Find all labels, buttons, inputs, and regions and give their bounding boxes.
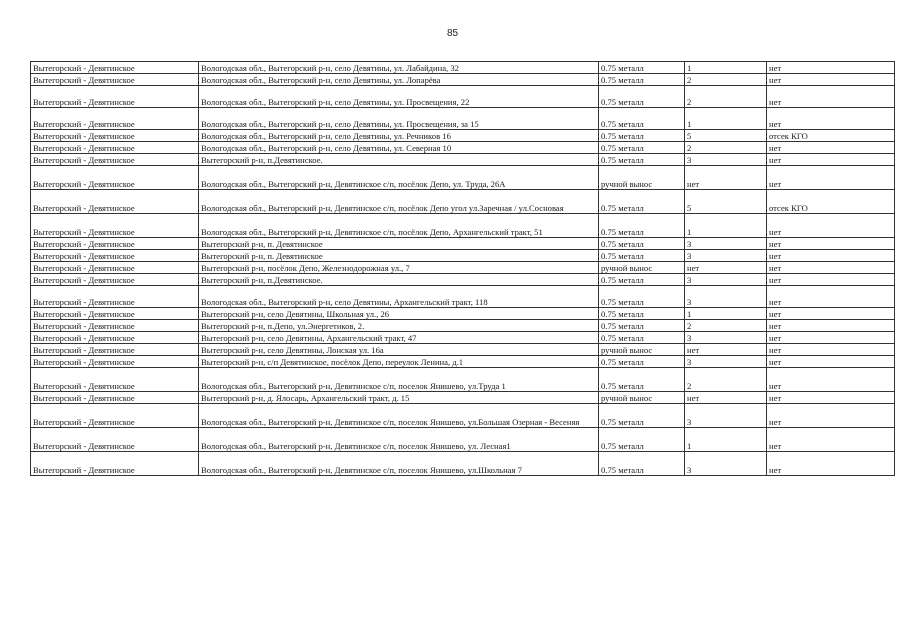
container-count-cell: 3 bbox=[685, 238, 767, 250]
bulky-waste-cell: нет bbox=[767, 368, 895, 392]
table-row bbox=[31, 130, 895, 142]
container-type-cell: ручной вынос bbox=[599, 344, 685, 356]
table-row bbox=[31, 274, 895, 286]
bulky-waste-cell: нет bbox=[767, 452, 895, 476]
address-cell: Вологодская обл., Вытегорский р-н, село Девятины, ул. Лопарёва bbox=[199, 74, 599, 86]
address-cell: Вологодская обл., Вытегорский р-н, село Девятины, ул. Речников 16 bbox=[199, 130, 599, 142]
district-cell: Вытегорский - Девятинское bbox=[31, 238, 199, 250]
bulky-waste-cell: нет bbox=[767, 62, 895, 74]
bulky-waste-cell: нет bbox=[767, 344, 895, 356]
container-count-cell: 5 bbox=[685, 190, 767, 214]
address-cell: Вытегорский р-н, п.Депо, ул.Энергетиков, 2. bbox=[199, 320, 599, 332]
container-type-cell: 0.75 металл bbox=[599, 286, 685, 308]
container-count-cell: 3 bbox=[685, 274, 767, 286]
bulky-waste-cell: нет bbox=[767, 166, 895, 190]
district-cell: Вытегорский - Девятинское bbox=[31, 62, 199, 74]
page-number: 85 bbox=[446, 28, 459, 39]
container-count-cell: 1 bbox=[685, 62, 767, 74]
address-cell: Вытегорский р-н, п.Девятинское. bbox=[199, 274, 599, 286]
bulky-waste-cell: отсек КГО bbox=[767, 190, 895, 214]
bulky-waste-cell: нет bbox=[767, 74, 895, 86]
address-cell: Вытегорский р-н, село Девятины, Архангельский тракт, 47 bbox=[199, 332, 599, 344]
container-type-cell: 0.75 металл bbox=[599, 154, 685, 166]
container-count-cell: 3 bbox=[685, 332, 767, 344]
district-cell: Вытегорский - Девятинское bbox=[31, 262, 199, 274]
address-cell: Вологодская обл., Вытегорский р-н, село Девятины, Архангельский тракт, 118 bbox=[199, 286, 599, 308]
container-type-cell: 0.75 металл bbox=[599, 86, 685, 108]
bulky-waste-cell: нет bbox=[767, 214, 895, 238]
container-type-cell: 0.75 металл bbox=[599, 356, 685, 368]
container-count-cell: 2 bbox=[685, 142, 767, 154]
table-row bbox=[31, 62, 895, 74]
container-type-cell: 0.75 металл bbox=[599, 108, 685, 130]
container-count-cell: 1 bbox=[685, 214, 767, 238]
bulky-waste-cell: нет bbox=[767, 404, 895, 428]
district-cell: Вытегорский - Девятинское bbox=[31, 332, 199, 344]
address-cell: Вологодская обл., Вытегорский р-н, Девятинское с/п, посёлок Депо угол ул.Заречная / ул.Сосновая bbox=[199, 190, 599, 214]
table-row bbox=[31, 250, 895, 262]
container-count-cell: 1 bbox=[685, 428, 767, 452]
bulky-waste-cell: нет bbox=[767, 250, 895, 262]
table-row bbox=[31, 190, 895, 214]
address-cell: Вытегорский р-н, село Девятины, Лонская ул. 16а bbox=[199, 344, 599, 356]
address-cell: Вытегорский р-н, посёлок Депо, Железнодорожная ул., 7 bbox=[199, 262, 599, 274]
container-type-cell: ручной вынос bbox=[599, 262, 685, 274]
container-count-cell: 3 bbox=[685, 154, 767, 166]
table-row bbox=[31, 238, 895, 250]
container-count-cell: 3 bbox=[685, 404, 767, 428]
address-cell: Вологодская обл., Вытегорский р-н, село Девятины, ул. Северная 10 bbox=[199, 142, 599, 154]
container-count-cell: 3 bbox=[685, 286, 767, 308]
table-row bbox=[31, 368, 895, 392]
table-body bbox=[31, 62, 895, 476]
container-count-cell: 2 bbox=[685, 86, 767, 108]
bulky-waste-cell: нет bbox=[767, 238, 895, 250]
bulky-waste-cell: отсек КГО bbox=[767, 130, 895, 142]
container-count-cell: нет bbox=[685, 344, 767, 356]
container-type-cell: 0.75 металл bbox=[599, 274, 685, 286]
container-type-cell: ручной вынос bbox=[599, 392, 685, 404]
container-count-cell: 3 bbox=[685, 250, 767, 262]
bulky-waste-cell: нет bbox=[767, 356, 895, 368]
container-count-cell: 1 bbox=[685, 108, 767, 130]
district-cell: Вытегорский - Девятинское bbox=[31, 274, 199, 286]
table-row bbox=[31, 142, 895, 154]
bulky-waste-cell: нет bbox=[767, 428, 895, 452]
container-count-cell: 3 bbox=[685, 452, 767, 476]
bulky-waste-cell: нет bbox=[767, 154, 895, 166]
address-cell: Вологодская обл., Вытегорский р-н, село Девятины, ул. Просвещения, 22 bbox=[199, 86, 599, 108]
district-cell: Вытегорский - Девятинское bbox=[31, 308, 199, 320]
district-cell: Вытегорский - Девятинское bbox=[31, 190, 199, 214]
district-cell: Вытегорский - Девятинское bbox=[31, 74, 199, 86]
address-cell: Вологодская обл., Вытегорский р-н, Девятинское с/п, поселок Янишево, ул.Школьная 7 bbox=[199, 452, 599, 476]
bulky-waste-cell: нет bbox=[767, 332, 895, 344]
district-cell: Вытегорский - Девятинское bbox=[31, 368, 199, 392]
table-row bbox=[31, 428, 895, 452]
table-row bbox=[31, 286, 895, 308]
address-cell: Вологодская обл., Вытегорский р-н, Девятинское с/п, посёлок Депо, ул. Труда, 26А bbox=[199, 166, 599, 190]
container-type-cell: 0.75 металл bbox=[599, 452, 685, 476]
container-type-cell: 0.75 металл bbox=[599, 368, 685, 392]
table-row bbox=[31, 332, 895, 344]
table-row bbox=[31, 308, 895, 320]
container-count-cell: 2 bbox=[685, 368, 767, 392]
address-cell: Вытегорский р-н, село Девятины, Школьная ул., 26 bbox=[199, 308, 599, 320]
district-cell: Вытегорский - Девятинское bbox=[31, 344, 199, 356]
table-row bbox=[31, 86, 895, 108]
district-cell: Вытегорский - Девятинское bbox=[31, 250, 199, 262]
bulky-waste-cell: нет bbox=[767, 320, 895, 332]
address-cell: Вологодская обл., Вытегорский р-н, Девятинское с/п, поселок Янишево, ул. Лесная1 bbox=[199, 428, 599, 452]
district-cell: Вытегорский - Девятинское bbox=[31, 404, 199, 428]
district-cell: Вытегорский - Девятинское bbox=[31, 130, 199, 142]
container-count-cell: 2 bbox=[685, 74, 767, 86]
bulky-waste-cell: нет bbox=[767, 392, 895, 404]
container-type-cell: 0.75 металл bbox=[599, 130, 685, 142]
container-type-cell: 0.75 металл bbox=[599, 62, 685, 74]
table-row bbox=[31, 154, 895, 166]
table-row bbox=[31, 392, 895, 404]
bulky-waste-cell: нет bbox=[767, 86, 895, 108]
container-type-cell: 0.75 металл bbox=[599, 214, 685, 238]
container-type-cell: 0.75 металл bbox=[599, 238, 685, 250]
container-type-cell: 0.75 металл bbox=[599, 142, 685, 154]
bulky-waste-cell: нет bbox=[767, 108, 895, 130]
container-count-cell: нет bbox=[685, 166, 767, 190]
container-type-cell: 0.75 металл bbox=[599, 320, 685, 332]
table-row bbox=[31, 452, 895, 476]
table-row bbox=[31, 74, 895, 86]
bulky-waste-cell: нет bbox=[767, 142, 895, 154]
bulky-waste-cell: нет bbox=[767, 308, 895, 320]
container-count-cell: 3 bbox=[685, 356, 767, 368]
address-cell: Вологодская обл., Вытегорский р-н, Девятинское с/п, посёлок Депо, Архангельский тракт, 51 bbox=[199, 214, 599, 238]
address-cell: Вытегорский р-н, с/п Девятинское, посёлок Депо, переулок Ленина, д.1 bbox=[199, 356, 599, 368]
table-row bbox=[31, 166, 895, 190]
address-cell: Вологодская обл., Вытегорский р-н, село Девятины, ул. Просвещения, за 15 bbox=[199, 108, 599, 130]
container-type-cell: 0.75 металл bbox=[599, 404, 685, 428]
district-cell: Вытегорский - Девятинское bbox=[31, 428, 199, 452]
district-cell: Вытегорский - Девятинское bbox=[31, 142, 199, 154]
table-row bbox=[31, 262, 895, 274]
waste-site-table bbox=[30, 61, 895, 476]
table-row bbox=[31, 108, 895, 130]
address-cell: Вологодская обл., Вытегорский р-н, Девятинское с/п, поселок Янишево, ул.Большая Озерная - Весеняя bbox=[199, 404, 599, 428]
container-count-cell: 1 bbox=[685, 308, 767, 320]
bulky-waste-cell: нет bbox=[767, 274, 895, 286]
container-type-cell: 0.75 металл bbox=[599, 190, 685, 214]
container-count-cell: 2 bbox=[685, 320, 767, 332]
district-cell: Вытегорский - Девятинское bbox=[31, 166, 199, 190]
table-row bbox=[31, 356, 895, 368]
table-row bbox=[31, 404, 895, 428]
district-cell: Вытегорский - Девятинское bbox=[31, 108, 199, 130]
container-type-cell: 0.75 металл bbox=[599, 250, 685, 262]
district-cell: Вытегорский - Девятинское bbox=[31, 452, 199, 476]
table-row bbox=[31, 344, 895, 356]
address-cell: Вытегорский р-н, д. Ялосарь, Архангельский тракт, д. 15 bbox=[199, 392, 599, 404]
address-cell: Вологодская обл., Вытегорский р-н, Девятинское с/п, поселок Янишево, ул.Труда 1 bbox=[199, 368, 599, 392]
address-cell: Вологодская обл., Вытегорский р-н, село Девятины, ул. Лабайдина, 32 bbox=[199, 62, 599, 74]
container-count-cell: нет bbox=[685, 262, 767, 274]
container-count-cell: нет bbox=[685, 392, 767, 404]
container-type-cell: 0.75 металл bbox=[599, 74, 685, 86]
container-type-cell: 0.75 металл bbox=[599, 308, 685, 320]
container-type-cell: 0.75 металл bbox=[599, 428, 685, 452]
district-cell: Вытегорский - Девятинское bbox=[31, 154, 199, 166]
address-cell: Вытегорский р-н, п. Девятинское bbox=[199, 250, 599, 262]
district-cell: Вытегорский - Девятинское bbox=[31, 320, 199, 332]
container-type-cell: 0.75 металл bbox=[599, 332, 685, 344]
district-cell: Вытегорский - Девятинское bbox=[31, 286, 199, 308]
bulky-waste-cell: нет bbox=[767, 262, 895, 274]
district-cell: Вытегорский - Девятинское bbox=[31, 214, 199, 238]
address-cell: Вытегорский р-н, п. Девятинское bbox=[199, 238, 599, 250]
table-row bbox=[31, 214, 895, 238]
district-cell: Вытегорский - Девятинское bbox=[31, 356, 199, 368]
container-count-cell: 5 bbox=[685, 130, 767, 142]
table-row bbox=[31, 320, 895, 332]
container-type-cell: ручной вынос bbox=[599, 166, 685, 190]
district-cell: Вытегорский - Девятинское bbox=[31, 86, 199, 108]
district-cell: Вытегорский - Девятинское bbox=[31, 392, 199, 404]
address-cell: Вытегорский р-н, п.Девятинское. bbox=[199, 154, 599, 166]
bulky-waste-cell: нет bbox=[767, 286, 895, 308]
